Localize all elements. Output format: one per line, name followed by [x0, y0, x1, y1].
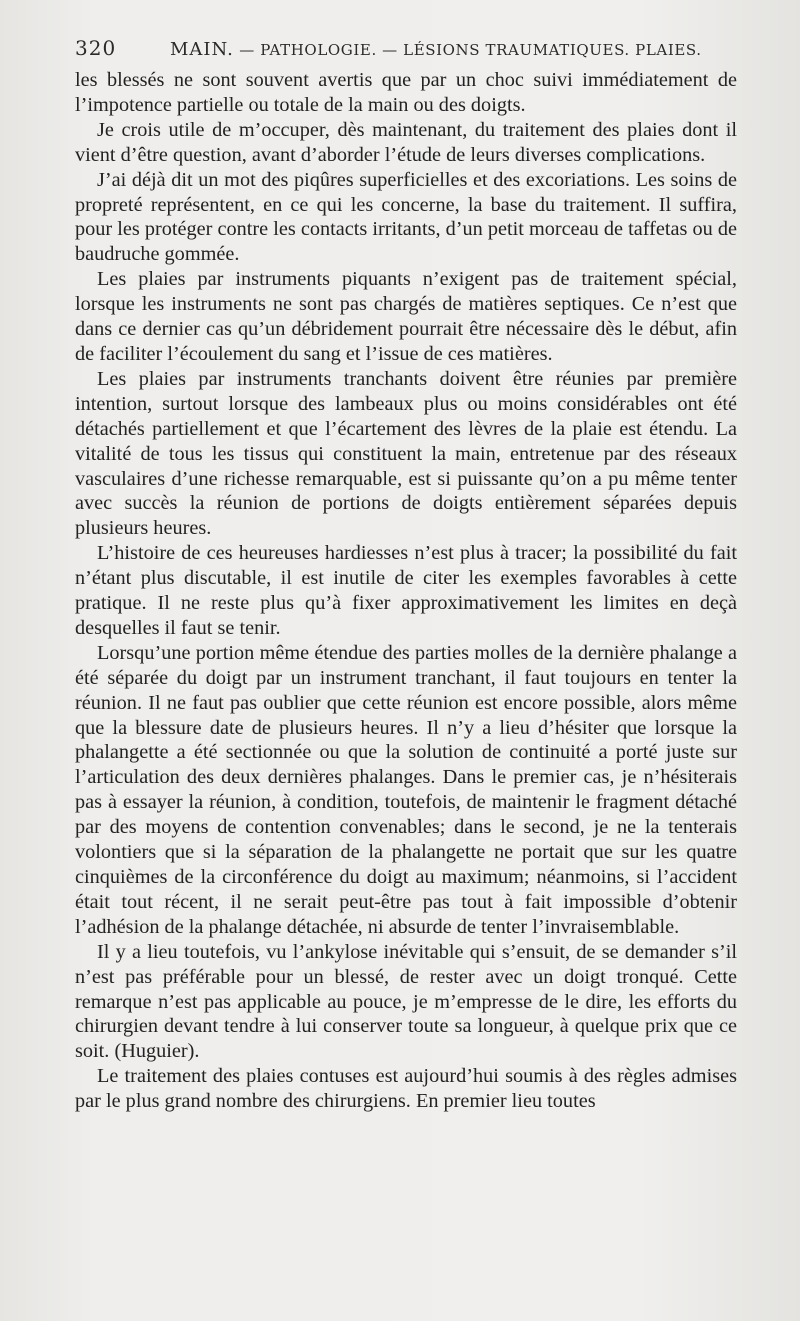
paragraph-8: Il y a lieu toutefois, vu l’ankylose inévitable qui s’ensuit, de se demander s’il n’est pas préférable pour un blessé, de rester avec un doigt tronqué. Cette remarque n’est pas applicable au pouce, je m’empresse de le dire, les efforts du chirurgien devant tendre à lui conserver toute sa longueur, à quelque prix que ce soit. (Huguier).: [75, 940, 737, 1063]
body-text: [75, 68, 737, 1114]
paragraph-4: Les plaies par instruments piquants n’exigent pas de traitement spécial, lorsque les instruments ne sont pas chargés de matières septiques. Ce n’est que dans ce dernier cas qu’un débridement pourrait être nécessaire dès le début, afin de faciliter l’écoulement du sang et l’issue de ces matières.: [75, 268, 737, 365]
page-number: 320: [75, 36, 117, 60]
running-header: [75, 36, 735, 60]
running-title-rest: — PATHOLOGIE. — LÉSIONS TRAUMATIQUES. PLAIES.: [239, 41, 702, 59]
paragraph-9: Le traitement des plaies contuses est aujourd’hui soumis à des règles admises par le plus grand nombre des chirurgiens. En premier lieu toutes: [75, 1065, 737, 1113]
paragraph-7: Lorsqu’une portion même étendue des parties molles de la dernière phalange a été séparée du doigt par un instrument tranchant, il faut toujours en tenter la réunion. Il ne faut pas oublier que cette réunion est encore possible, alors même que la blessure date de plusieurs heures. Il n’y a lieu d’hésiter que lorsque la phalangette a été sectionnée ou que la solution de continuité a porté juste sur l’articulation des deux dernières phalanges. Dans le premier cas, je n’hésiterais pas à essayer la réunion, à condition, toutefois, de maintenir le fragment détaché par des moyens de contention convenables; dans le second, je ne la tenterais volontiers que si la séparation de la phalangette ne portait que sur les quatre cinquièmes de la circonférence du doigt au maximum; néanmoins, si l’accident était tout récent, il ne serait peut-être pas tout à fait impossible d’obtenir l’adhésion de la phalange détachée, ni absurde de tenter l’invraisemblable.: [75, 641, 737, 938]
running-title-main: MAIN.: [170, 39, 234, 60]
running-title: [170, 39, 702, 60]
paragraph-6: L’histoire de ces heureuses hardiesses n’est plus à tracer; la possibilité du fait n’étant plus discutable, il est inutile de citer les exemples favorables à cette pratique. Il ne reste plus qu’à fixer approximativement les limites en deçà desquelles il faut se tenir.: [75, 542, 737, 639]
paragraph-1: les blessés ne sont souvent avertis que par un choc suivi immédiatement de l’impotence partielle ou totale de la main ou des doigts.: [75, 69, 737, 116]
paragraph-2: Je crois utile de m’occuper, dès maintenant, du traitement des plaies dont il vient d’être question, avant d’aborder l’étude de leurs diverses complications.: [75, 118, 737, 166]
paragraph-3: J’ai déjà dit un mot des piqûres superficielles et des excoriations. Les soins de propreté représentent, en ce qui les concerne, la base du traitement. Il suffira, pour les protéger contre les contacts irritants, d’un petit morceau de taffetas ou de baudruche gommée.: [75, 168, 737, 266]
paragraph-5: Les plaies par instruments tranchants doivent être réunies par première intention, surtout lorsque des lambeaux plus ou moins considérables ont été détachés partiellement et que l’écartement des lèvres de la plaie est étendu. La vitalité de tous les tissus qui constituent la main, entretenue par des réseaux vasculaires d’une richesse remarquable, est si puissante qu’on a pu même tenter avec succès la réunion de portions de doigts entièrement séparées depuis plusieurs heures.: [75, 367, 737, 540]
